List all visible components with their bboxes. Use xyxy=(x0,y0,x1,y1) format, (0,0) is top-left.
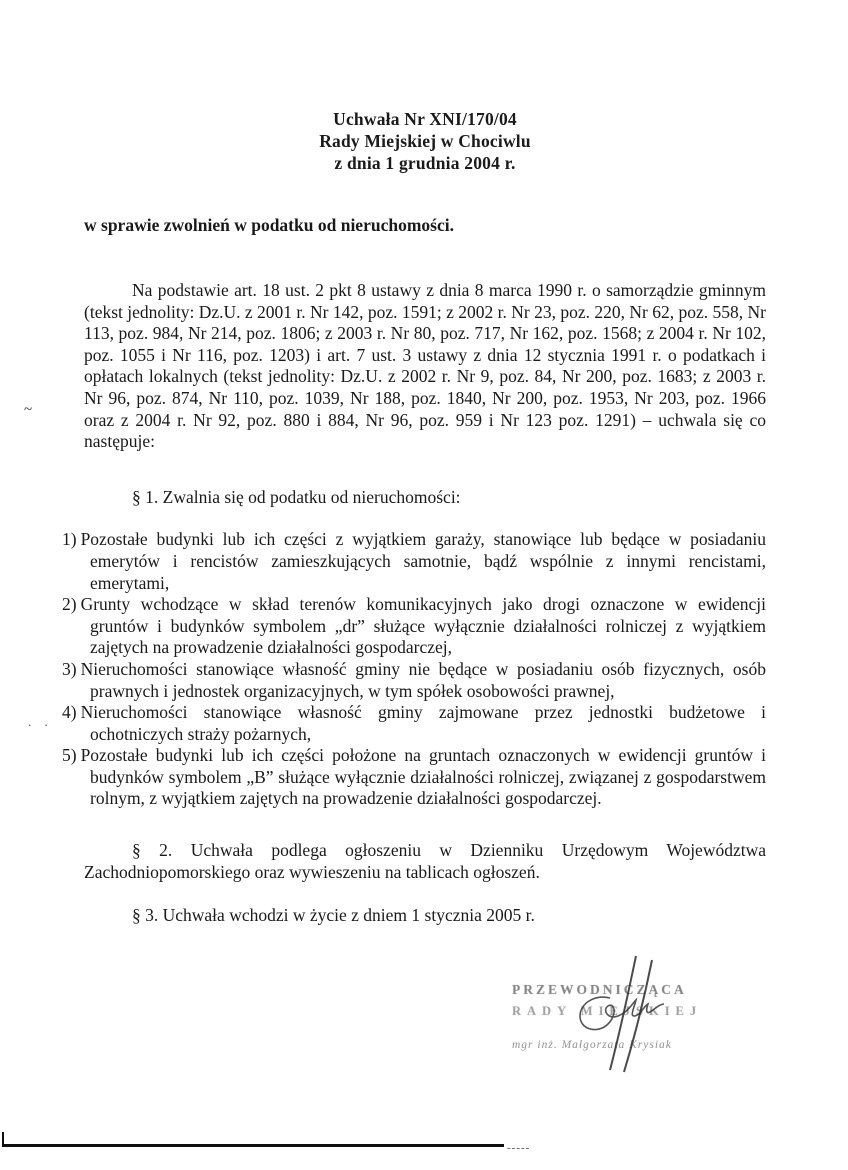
section-3-paragraph: § 3. Uchwała wchodzi w życie z dniem 1 stycznia 2005 r. xyxy=(132,905,535,926)
stamp-council-line: RADY MIEJSKIEJ xyxy=(512,1004,703,1018)
list-item xyxy=(62,745,766,810)
section-1-heading: § 1. Zwalnia się od podatku od nieruchomości: xyxy=(132,486,461,507)
document-subject: w sprawie zwolnień w podatku od nieruchomości. xyxy=(84,215,454,235)
list-item xyxy=(62,594,766,659)
item-text: Pozostałe budynki lub ich części z wyjątkiem garaży, stanowiące lub będące w posiadaniu emerytów i rencistów zamieszkujących samotnie, bądź wspólnie z innymi rencistami, emerytami, xyxy=(80,529,766,593)
item-number: 4) xyxy=(62,702,77,723)
stamp-title-line: PRZEWODNICZĄCA xyxy=(512,982,687,997)
title-line-council: Rady Miejskiej w Chociwlu xyxy=(319,131,531,151)
title-line-number: Uchwała Nr XNI/170/04 xyxy=(333,109,517,129)
item-text: Nieruchomości stanowiące własność gminy nie będące w posiadaniu osób fizycznych, osób prawnych i jednostek organizacyjnych, w tym spółek osobowości prawnej, xyxy=(80,658,766,701)
section-2-paragraph: § 2. Uchwała podlega ogłoszeniu w Dzienniku Urzędowym Województwa Zachodniopomorskiego oraz wywieszeniu na tablicach ogłoszeń. xyxy=(84,840,766,882)
legal-preamble: Na podstawie art. 18 ust. 2 pkt 8 ustawy z dnia 8 marca 1990 r. o samorządzie gminnym (tekst jednolity: Dz.U. z 2001 r. Nr 142, poz. 1591; z 2002 r. Nr 23, poz. 220, Nr 62, poz. 558, Nr 113, poz. 984, Nr 214, poz. 1806; z 2003 r. Nr 80, poz. 717, Nr 162, poz. 1568; z 2004 r. Nr 102, poz. 1055 i Nr 116, poz. 1203) i art. 7 ust. 3 ustawy z dnia 12 stycznia 1991 r. o podatkach i opłatach lokalnych (tekst jednolity: Dz.U. z 2002 r. Nr 9, poz. 84, Nr 200, poz. 1683; z 2003 r. Nr 96, poz. 874, Nr 110, poz. 1039, Nr 188, poz. 1840, Nr 200, poz. 1953, Nr 203, poz. 1966 oraz z 2004 r. Nr 92, poz. 880 i 884, Nr 96, poz. 959 i Nr 123 poz. 1291) – uchwala się co następuje: xyxy=(84,280,766,452)
signature-stamp xyxy=(512,982,757,1051)
list-item xyxy=(62,658,766,702)
document-title xyxy=(84,108,766,174)
item-number: 1) xyxy=(62,529,77,550)
item-text: Nieruchomości stanowiące własność gminy zajmowane przez jednostki budżetowe i ochotniczych straży pożarnych, xyxy=(80,702,766,744)
bottom-border-line xyxy=(2,1144,504,1147)
bottom-border-dashes: ----- xyxy=(507,1142,531,1154)
scan-artifact-dots: . . xyxy=(28,714,53,729)
item-number: 2) xyxy=(62,594,77,615)
list-item xyxy=(62,529,766,594)
title-line-date: z dnia 1 grudnia 2004 r. xyxy=(334,153,516,173)
item-number: 3) xyxy=(62,658,77,679)
item-text: Grunty wchodzące w skład terenów komunikacyjnych jako drogi oznaczone w ewidencji gruntów i budynków symbolem „dr” służące wyłącznie działalności rolniczej z wyjątkiem zajętych na prowadzenie działalności gospodarczej, xyxy=(80,594,766,658)
stamp-name-line: mgr inż. Małgorzata Krysiak xyxy=(512,1039,672,1051)
item-number: 5) xyxy=(62,745,77,766)
list-item xyxy=(62,702,766,745)
item-text: Pozostałe budynki lub ich części położone na gruntach oznaczonych w ewidencji gruntów i budynków symbolem „B” służące wyłącznie działalności rolniczej, związanej z gospodarstwem rolnym, z wyjątkiem zajętych na prowadzenie działalności gospodarczej. xyxy=(80,745,766,809)
document-body xyxy=(62,0,766,927)
exemption-list xyxy=(62,529,766,810)
scan-artifact-tilde: ~ xyxy=(24,402,33,418)
